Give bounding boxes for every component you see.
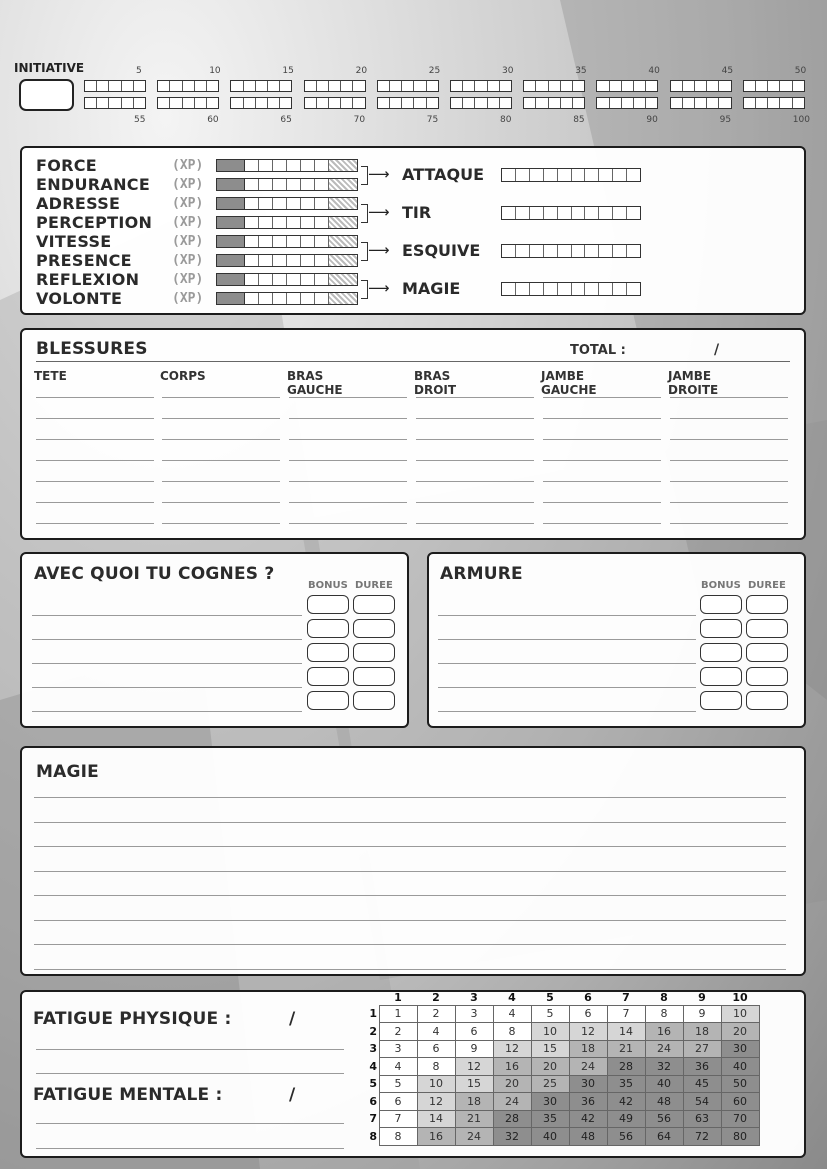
- fatigue-table-cell: 18: [683, 1023, 721, 1041]
- fatigue-table-cell: 10: [417, 1075, 455, 1093]
- wounds-column-header: TETE: [34, 369, 67, 383]
- weapon-duree-box[interactable]: [353, 595, 395, 614]
- fatigue-table-cell: 30: [531, 1093, 569, 1111]
- initiative-track-segment[interactable]: [523, 80, 585, 92]
- wounds-entry-line[interactable]: [416, 397, 534, 398]
- attribute-bar[interactable]: [216, 216, 358, 229]
- fatigue-table-cell: 20: [531, 1058, 569, 1076]
- initiative-track-segment[interactable]: [523, 97, 585, 109]
- armor-bonus-box[interactable]: [700, 667, 742, 686]
- skill-bar[interactable]: [501, 282, 641, 296]
- fatigue-table-cell: 9: [683, 1005, 721, 1023]
- initiative-track-segment[interactable]: [596, 97, 658, 109]
- wounds-total-label: TOTAL :: [570, 343, 626, 358]
- fatigue-row-header: 5: [369, 1077, 378, 1091]
- fatigue-table-cell: 7: [379, 1110, 417, 1128]
- armor-duree-box[interactable]: [746, 595, 788, 614]
- wounds-entry-line[interactable]: [670, 523, 788, 524]
- wounds-entry-line[interactable]: [416, 502, 534, 503]
- attribute-bar[interactable]: [216, 254, 358, 267]
- fatigue-table: [368, 991, 760, 1146]
- fatigue-table-cell: 35: [531, 1110, 569, 1128]
- fatigue-table-corner: [368, 991, 379, 1005]
- skill-bracket: [361, 204, 368, 223]
- fatigue-col-header: 4: [508, 991, 516, 1005]
- magic-entry-line[interactable]: [34, 944, 786, 945]
- fatigue-table-cell: 45: [683, 1075, 721, 1093]
- attribute-name: VOLONTE: [36, 289, 123, 308]
- weapon-bonus-box[interactable]: [307, 595, 349, 614]
- magic-panel: [20, 746, 806, 976]
- magic-entry-line[interactable]: [34, 822, 786, 823]
- attribute-name: VITESSE: [36, 232, 112, 251]
- initiative-tick-top: 15: [282, 66, 294, 76]
- attribute-xp-label: (XP): [172, 177, 204, 192]
- fatigue-table-cell: 20: [721, 1023, 759, 1041]
- wounds-entry-line[interactable]: [670, 502, 788, 503]
- fatigue-table-cell: 4: [493, 1005, 531, 1023]
- initiative-tick-bottom: 55: [134, 115, 146, 125]
- fatigue-col-header: 7: [622, 991, 630, 1005]
- fatigue-physical-label: FATIGUE PHYSIQUE :: [33, 1009, 232, 1029]
- initiative-track-segment[interactable]: [230, 80, 292, 92]
- fatigue-table-cell: 24: [569, 1058, 607, 1076]
- weapon-duree-box[interactable]: [353, 619, 395, 638]
- wounds-entry-line[interactable]: [289, 439, 407, 440]
- attribute-name: PERCEPTION: [36, 213, 153, 232]
- fatigue-table-cell: 56: [645, 1110, 683, 1128]
- attribute-bar[interactable]: [216, 159, 358, 172]
- initiative-tick-top: 30: [502, 66, 514, 76]
- wounds-column-header: CORPS: [160, 369, 206, 383]
- skill-name: TIR: [402, 203, 432, 222]
- initiative-tick-top: 10: [209, 66, 221, 76]
- initiative-track-segment[interactable]: [157, 97, 219, 109]
- wounds-entry-line[interactable]: [289, 502, 407, 503]
- fatigue-col-header: 10: [732, 991, 748, 1005]
- fatigue-table-cell: 50: [721, 1075, 759, 1093]
- initiative-track-segment[interactable]: [377, 97, 439, 109]
- wounds-entry-line[interactable]: [543, 460, 661, 461]
- initiative-track-segment[interactable]: [743, 97, 805, 109]
- weapon-duree-box[interactable]: [353, 667, 395, 686]
- fatigue-table-row: [368, 1093, 759, 1111]
- fatigue-row-header: 1: [369, 1007, 378, 1021]
- wounds-entry-line[interactable]: [289, 481, 407, 482]
- wounds-entry-line[interactable]: [670, 418, 788, 419]
- fatigue-table-cell: 1: [379, 1005, 417, 1023]
- fatigue-table-row: [368, 1110, 759, 1128]
- skill-bracket: [361, 280, 368, 299]
- fatigue-table-cell: 9: [455, 1040, 493, 1058]
- attribute-xp-label: (XP): [172, 253, 204, 268]
- initiative-tick-bottom: 95: [719, 115, 732, 125]
- wounds-entry-line[interactable]: [543, 523, 661, 524]
- armor-duree-box[interactable]: [746, 667, 788, 686]
- initiative-tick-top: 25: [428, 66, 441, 76]
- weapons-title: AVEC QUOI TU COGNES ?: [34, 564, 275, 584]
- initiative-tick-bottom: 80: [500, 115, 512, 125]
- fatigue-table-cell: 2: [379, 1023, 417, 1041]
- fatigue-col-header: 3: [470, 991, 478, 1005]
- weapons-duree-header: DUREE: [355, 580, 393, 591]
- magic-entry-line[interactable]: [34, 797, 786, 798]
- wounds-entry-line[interactable]: [416, 460, 534, 461]
- wounds-entry-line[interactable]: [670, 397, 788, 398]
- wounds-entry-line[interactable]: [670, 481, 788, 482]
- magic-title: MAGIE: [36, 762, 99, 782]
- wounds-total-separator: /: [714, 342, 720, 358]
- initiative-track-segment[interactable]: [743, 80, 805, 92]
- wounds-entry-line[interactable]: [36, 418, 154, 419]
- magic-entry-line[interactable]: [34, 969, 786, 970]
- fatigue-table-cell: 6: [379, 1093, 417, 1111]
- attribute-xp-label: (XP): [172, 291, 204, 306]
- fatigue-table-cell: 54: [683, 1093, 721, 1111]
- fatigue-table-cell: 4: [417, 1023, 455, 1041]
- weapon-bonus-box[interactable]: [307, 691, 349, 710]
- attribute-xp-label: (XP): [172, 215, 204, 230]
- wounds-entry-line[interactable]: [162, 460, 280, 461]
- wounds-entry-line[interactable]: [162, 523, 280, 524]
- fatigue-col-header: 6: [584, 991, 592, 1005]
- weapon-entry-line[interactable]: [32, 639, 302, 640]
- fatigue-table-cell: 40: [721, 1058, 759, 1076]
- wounds-entry-line[interactable]: [416, 418, 534, 419]
- attribute-xp-label: (XP): [172, 272, 204, 287]
- fatigue-col-header: 9: [698, 991, 706, 1005]
- fatigue-table-cell: 8: [417, 1058, 455, 1076]
- wounds-entry-line[interactable]: [543, 397, 661, 398]
- fatigue-table-cell: 16: [493, 1058, 531, 1076]
- fatigue-table-cell: 32: [645, 1058, 683, 1076]
- weapon-bonus-box[interactable]: [307, 619, 349, 638]
- wounds-entry-line[interactable]: [416, 481, 534, 482]
- fatigue-table-cell: 32: [493, 1128, 531, 1146]
- fatigue-table-cell: 48: [645, 1093, 683, 1111]
- initiative-value-box[interactable]: [19, 79, 74, 111]
- wounds-entry-line[interactable]: [543, 481, 661, 482]
- fatigue-table-cell: 6: [569, 1005, 607, 1023]
- fatigue-col-header: 5: [546, 991, 554, 1005]
- initiative-tick-bottom: 60: [207, 115, 219, 125]
- fatigue-table-cell: 12: [569, 1023, 607, 1041]
- wounds-entry-line[interactable]: [36, 460, 154, 461]
- magic-entry-line[interactable]: [34, 871, 786, 872]
- skill-bracket: [361, 242, 368, 261]
- fatigue-table-row: [368, 1023, 759, 1041]
- initiative-label: INITIATIVE: [14, 61, 85, 75]
- fatigue-table-cell: 70: [721, 1110, 759, 1128]
- skill-bar[interactable]: [501, 168, 641, 182]
- initiative-track-segment[interactable]: [84, 80, 146, 92]
- weapon-bonus-box[interactable]: [307, 643, 349, 662]
- weapons-panel: [20, 552, 409, 728]
- weapon-entry-line[interactable]: [32, 711, 302, 712]
- wounds-column-header: BRAS GAUCHE: [287, 369, 343, 397]
- attribute-name: ENDURANCE: [36, 175, 151, 194]
- fatigue-col-header: 2: [432, 991, 440, 1005]
- skill-bar[interactable]: [501, 206, 641, 220]
- attribute-xp-label: (XP): [172, 234, 204, 249]
- armor-bonus-box[interactable]: [700, 691, 742, 710]
- wounds-entry-line[interactable]: [162, 397, 280, 398]
- initiative-tick-top: 5: [136, 66, 142, 76]
- wounds-entry-line[interactable]: [36, 439, 154, 440]
- initiative-tick-bottom: 75: [426, 115, 439, 125]
- fatigue-table-cell: 28: [607, 1058, 645, 1076]
- fatigue-table-cell: 6: [455, 1023, 493, 1041]
- fatigue-table-cell: 10: [531, 1023, 569, 1041]
- fatigue-table-cell: 72: [683, 1128, 721, 1146]
- fatigue-table-cell: 21: [455, 1110, 493, 1128]
- wounds-entry-line[interactable]: [162, 481, 280, 482]
- fatigue-row-header: 4: [369, 1059, 378, 1073]
- wounds-entry-line[interactable]: [289, 460, 407, 461]
- fatigue-table-cell: 12: [493, 1040, 531, 1058]
- armor-duree-header: DUREE: [748, 580, 786, 591]
- weapon-duree-box[interactable]: [353, 691, 395, 710]
- initiative-track-segment[interactable]: [304, 97, 366, 109]
- fatigue-row-header: 7: [369, 1112, 378, 1126]
- fatigue-table-cell: 3: [379, 1040, 417, 1058]
- wounds-entry-line[interactable]: [162, 439, 280, 440]
- weapon-entry-line[interactable]: [32, 615, 302, 616]
- fatigue-table-row: [368, 1005, 759, 1023]
- fatigue-table-cell: 48: [569, 1128, 607, 1146]
- fatigue-row-header: 3: [369, 1042, 378, 1056]
- initiative-tick-bottom: 90: [646, 115, 658, 125]
- skill-arrow-icon: ⟶: [368, 242, 390, 259]
- fatigue-table-cell: 12: [455, 1058, 493, 1076]
- wounds-entry-line[interactable]: [162, 502, 280, 503]
- wounds-entry-line[interactable]: [289, 523, 407, 524]
- attribute-xp-label: (XP): [172, 196, 204, 211]
- wounds-panel: [20, 328, 806, 540]
- fatigue-table-cell: 2: [417, 1005, 455, 1023]
- initiative-tick-top: 35: [575, 66, 587, 76]
- initiative-tick-bottom: 70: [353, 115, 366, 125]
- fatigue-table-cell: 18: [455, 1093, 493, 1111]
- fatigue-table-cell: 42: [607, 1093, 645, 1111]
- weapons-bonus-header: BONUS: [308, 580, 348, 591]
- fatigue-row-header: 6: [369, 1094, 378, 1108]
- fatigue-mental-separator: /: [289, 1085, 296, 1105]
- armor-duree-box[interactable]: [746, 619, 788, 638]
- fatigue-table-cell: 14: [417, 1110, 455, 1128]
- wounds-entry-line[interactable]: [670, 460, 788, 461]
- initiative-track-segment[interactable]: [304, 80, 366, 92]
- fatigue-table-cell: 64: [645, 1128, 683, 1146]
- fatigue-table-cell: 10: [721, 1005, 759, 1023]
- fatigue-table-row: [368, 1040, 759, 1058]
- skill-name: ESQUIVE: [402, 241, 481, 260]
- initiative-track-segment[interactable]: [377, 80, 439, 92]
- fatigue-table-row: [368, 1128, 759, 1146]
- fatigue-table-cell: 24: [493, 1093, 531, 1111]
- fatigue-table-cell: 8: [645, 1005, 683, 1023]
- fatigue-table-cell: 8: [379, 1128, 417, 1146]
- weapon-entry-line[interactable]: [32, 687, 302, 688]
- armor-entry-line[interactable]: [438, 639, 696, 640]
- fatigue-table-cell: 4: [379, 1058, 417, 1076]
- initiative-tick-top: 50: [794, 66, 807, 76]
- fatigue-row-header: 8: [369, 1129, 378, 1143]
- initiative-tick-top: 20: [355, 66, 368, 76]
- wounds-entry-line[interactable]: [36, 397, 154, 398]
- armor-title: ARMURE: [440, 564, 523, 584]
- initiative-track-segment[interactable]: [157, 80, 219, 92]
- fatigue-table-cell: 49: [607, 1110, 645, 1128]
- skill-arrow-icon: ⟶: [368, 280, 390, 297]
- attribute-name: REFLEXION: [36, 270, 140, 289]
- initiative-track-segment[interactable]: [596, 80, 658, 92]
- weapon-duree-box[interactable]: [353, 643, 395, 662]
- wounds-entry-line[interactable]: [162, 418, 280, 419]
- wounds-title: BLESSURES: [36, 339, 148, 359]
- attribute-xp-label: (XP): [172, 158, 204, 173]
- fatigue-table-cell: 16: [417, 1128, 455, 1146]
- fatigue-table-cell: 36: [683, 1058, 721, 1076]
- fatigue-table-cell: 3: [455, 1005, 493, 1023]
- attribute-bar[interactable]: [216, 292, 358, 305]
- initiative-track-segment[interactable]: [84, 97, 146, 109]
- armor-entry-line[interactable]: [438, 711, 696, 712]
- fatigue-table-cell: 21: [607, 1040, 645, 1058]
- skill-arrow-icon: ⟶: [368, 204, 390, 221]
- skill-name: MAGIE: [402, 279, 461, 298]
- initiative-tick-bottom: 100: [792, 115, 810, 125]
- fatigue-table-cell: 15: [455, 1075, 493, 1093]
- fatigue-col-header: 1: [394, 991, 402, 1005]
- fatigue-physical-separator: /: [289, 1009, 296, 1029]
- fatigue-table-row: [368, 1075, 759, 1093]
- initiative-tick-bottom: 85: [573, 115, 585, 125]
- initiative-track-segment[interactable]: [450, 80, 512, 92]
- fatigue-table-cell: 56: [607, 1128, 645, 1146]
- fatigue-table-cell: 27: [683, 1040, 721, 1058]
- armor-bonus-box[interactable]: [700, 643, 742, 662]
- fatigue-table-cell: 42: [569, 1110, 607, 1128]
- magic-entry-line[interactable]: [34, 846, 786, 847]
- magic-entry-line[interactable]: [34, 920, 786, 921]
- fatigue-table-cell: 30: [569, 1075, 607, 1093]
- fatigue-table-cell: 24: [645, 1040, 683, 1058]
- attribute-name: FORCE: [36, 156, 98, 175]
- armor-entry-line[interactable]: [438, 687, 696, 688]
- initiative-tick-bottom: 65: [280, 115, 292, 125]
- magic-entry-line[interactable]: [34, 895, 786, 896]
- armor-duree-box[interactable]: [746, 691, 788, 710]
- armor-duree-box[interactable]: [746, 643, 788, 662]
- armor-bonus-header: BONUS: [701, 580, 741, 591]
- armor-entry-line[interactable]: [438, 663, 696, 664]
- weapon-entry-line[interactable]: [32, 663, 302, 664]
- fatigue-table-row: [368, 1058, 759, 1076]
- initiative-track-segment[interactable]: [450, 97, 512, 109]
- initiative-track-segment[interactable]: [670, 80, 732, 92]
- attribute-bar[interactable]: [216, 197, 358, 210]
- wounds-entry-line[interactable]: [543, 439, 661, 440]
- wounds-entry-line[interactable]: [543, 502, 661, 503]
- armor-bonus-box[interactable]: [700, 619, 742, 638]
- wounds-column-header: JAMBE DROITE: [668, 369, 719, 397]
- fatigue-table-cell: 60: [721, 1093, 759, 1111]
- fatigue-table-cell: 14: [607, 1023, 645, 1041]
- attribute-bar[interactable]: [216, 235, 358, 248]
- armor-bonus-box[interactable]: [700, 595, 742, 614]
- fatigue-table-cell: 15: [531, 1040, 569, 1058]
- wounds-entry-line[interactable]: [543, 418, 661, 419]
- fatigue-table-cell: 16: [645, 1023, 683, 1041]
- wounds-entry-line[interactable]: [289, 418, 407, 419]
- fatigue-table-cell: 25: [531, 1075, 569, 1093]
- fatigue-table-cell: 63: [683, 1110, 721, 1128]
- skill-bar[interactable]: [501, 244, 641, 258]
- fatigue-table-cell: 36: [569, 1093, 607, 1111]
- wounds-entry-line[interactable]: [36, 502, 154, 503]
- fatigue-table-cell: 30: [721, 1040, 759, 1058]
- fatigue-table-cell: 18: [569, 1040, 607, 1058]
- wounds-entry-line[interactable]: [36, 481, 154, 482]
- fatigue-table-cell: 24: [455, 1128, 493, 1146]
- skill-bracket: [361, 166, 368, 185]
- fatigue-table-cell: 5: [379, 1075, 417, 1093]
- wounds-entry-line[interactable]: [416, 523, 534, 524]
- attribute-bar[interactable]: [216, 178, 358, 191]
- attribute-bar[interactable]: [216, 273, 358, 286]
- fatigue-table-cell: 35: [607, 1075, 645, 1093]
- fatigue-table-cell: 40: [531, 1128, 569, 1146]
- skill-name: ATTAQUE: [402, 165, 484, 184]
- fatigue-table-cell: 80: [721, 1128, 759, 1146]
- wounds-column-header: BRAS DROIT: [414, 369, 457, 397]
- initiative-tick-top: 45: [721, 66, 734, 76]
- fatigue-mental-label: FATIGUE MENTALE :: [33, 1085, 223, 1105]
- wounds-entry-line[interactable]: [416, 439, 534, 440]
- fatigue-table-cell: 28: [493, 1110, 531, 1128]
- attribute-name: ADRESSE: [36, 194, 121, 213]
- wounds-entry-line[interactable]: [36, 523, 154, 524]
- initiative-tick-top: 40: [648, 66, 660, 76]
- fatigue-table-cell: 7: [607, 1005, 645, 1023]
- armor-entry-line[interactable]: [438, 615, 696, 616]
- wounds-column-header: JAMBE GAUCHE: [541, 369, 597, 397]
- fatigue-table-cell: 40: [645, 1075, 683, 1093]
- attribute-name: PRESENCE: [36, 251, 132, 270]
- fatigue-col-header: 8: [660, 991, 668, 1005]
- initiative-track-segment[interactable]: [230, 97, 292, 109]
- initiative-track-segment[interactable]: [670, 97, 732, 109]
- fatigue-row-header: 2: [369, 1024, 378, 1038]
- wounds-entry-line[interactable]: [289, 397, 407, 398]
- fatigue-table-cell: 12: [417, 1093, 455, 1111]
- fatigue-table-cell: 5: [531, 1005, 569, 1023]
- skill-arrow-icon: ⟶: [368, 166, 390, 183]
- weapon-bonus-box[interactable]: [307, 667, 349, 686]
- fatigue-table-cell: 8: [493, 1023, 531, 1041]
- wounds-entry-line[interactable]: [670, 439, 788, 440]
- fatigue-table-cell: 6: [417, 1040, 455, 1058]
- fatigue-table-cell: 20: [493, 1075, 531, 1093]
